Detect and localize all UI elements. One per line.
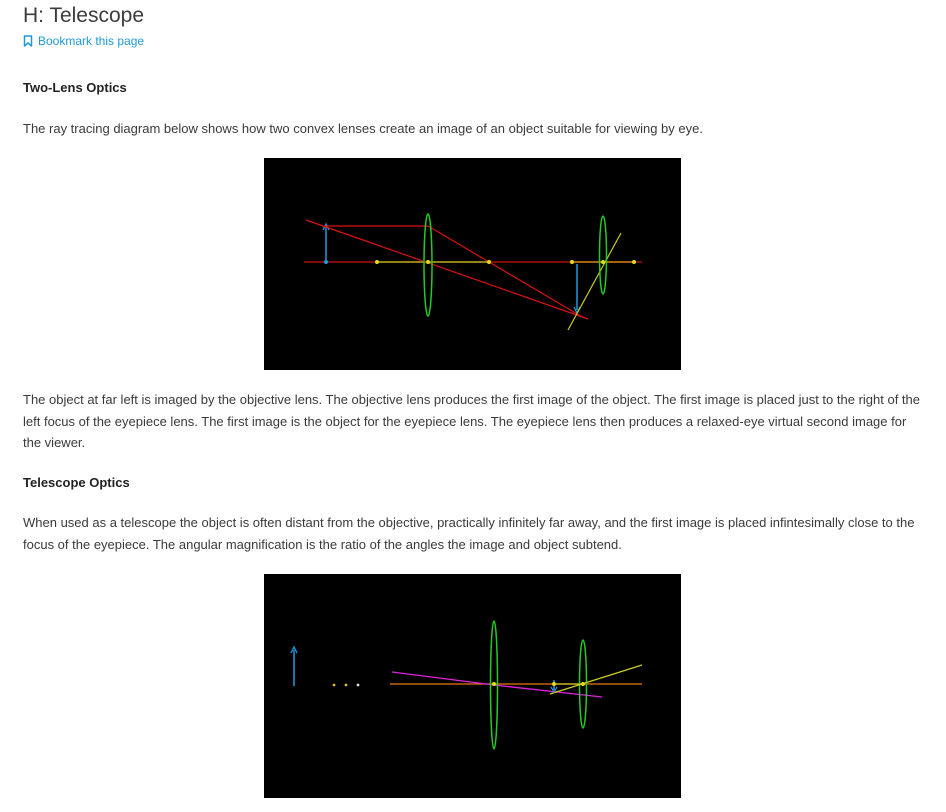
explanation-paragraph: The object at far left is imaged by the objective lens. The objective lens produces the first image of the object. The first image is placed just to the right of the left focus of the eyepiece lens. The first image is the object for the eyepiece lens. The eyepiece lens then produces a relaxed-eye virtual second image for the viewer. [23,392,920,450]
page-title: H: Telescope [23,4,145,27]
focal-point [632,260,636,264]
objective-lens [424,214,432,316]
refracted-ray [428,226,584,318]
focal-point [426,260,430,264]
eyepiece-lens [600,216,607,294]
focal-point [492,682,496,686]
ellipsis-dot [357,684,360,687]
exit-ray [550,665,642,694]
section-heading-two-lens-optics: Two-Lens Optics [23,80,127,95]
focal-point [487,260,491,264]
eyepiece-ray [568,233,621,330]
bookmark-label: Bookmark this page [38,34,145,48]
focal-point [375,260,379,264]
central-ray [306,220,588,319]
focal-point [570,260,574,264]
telescope-paragraph: When used as a telescope the object is often distant from the objective, practically infinitely far away, and the first image is placed infintesimally close to the focus of the eyepiece. The angular magnification is the ratio of the angles the image and object subtend. [23,515,915,552]
ellipsis-dot [345,684,348,687]
focal-point [581,682,585,686]
focal-point [552,682,556,686]
ellipsis-dot [333,684,336,687]
focal-point [324,260,328,264]
telescope-ray-diagram [264,574,681,798]
focal-point [601,260,605,264]
incoming-ray [392,672,494,685]
two-lens-ray-diagram [264,158,681,370]
bookmark-icon [23,35,33,47]
intro-paragraph: The ray tracing diagram below shows how two convex lenses create an image of an object suitable for viewing by eye. [23,121,703,136]
section-heading-telescope-optics: Telescope Optics [23,475,130,490]
bookmark-link[interactable] [23,34,144,48]
